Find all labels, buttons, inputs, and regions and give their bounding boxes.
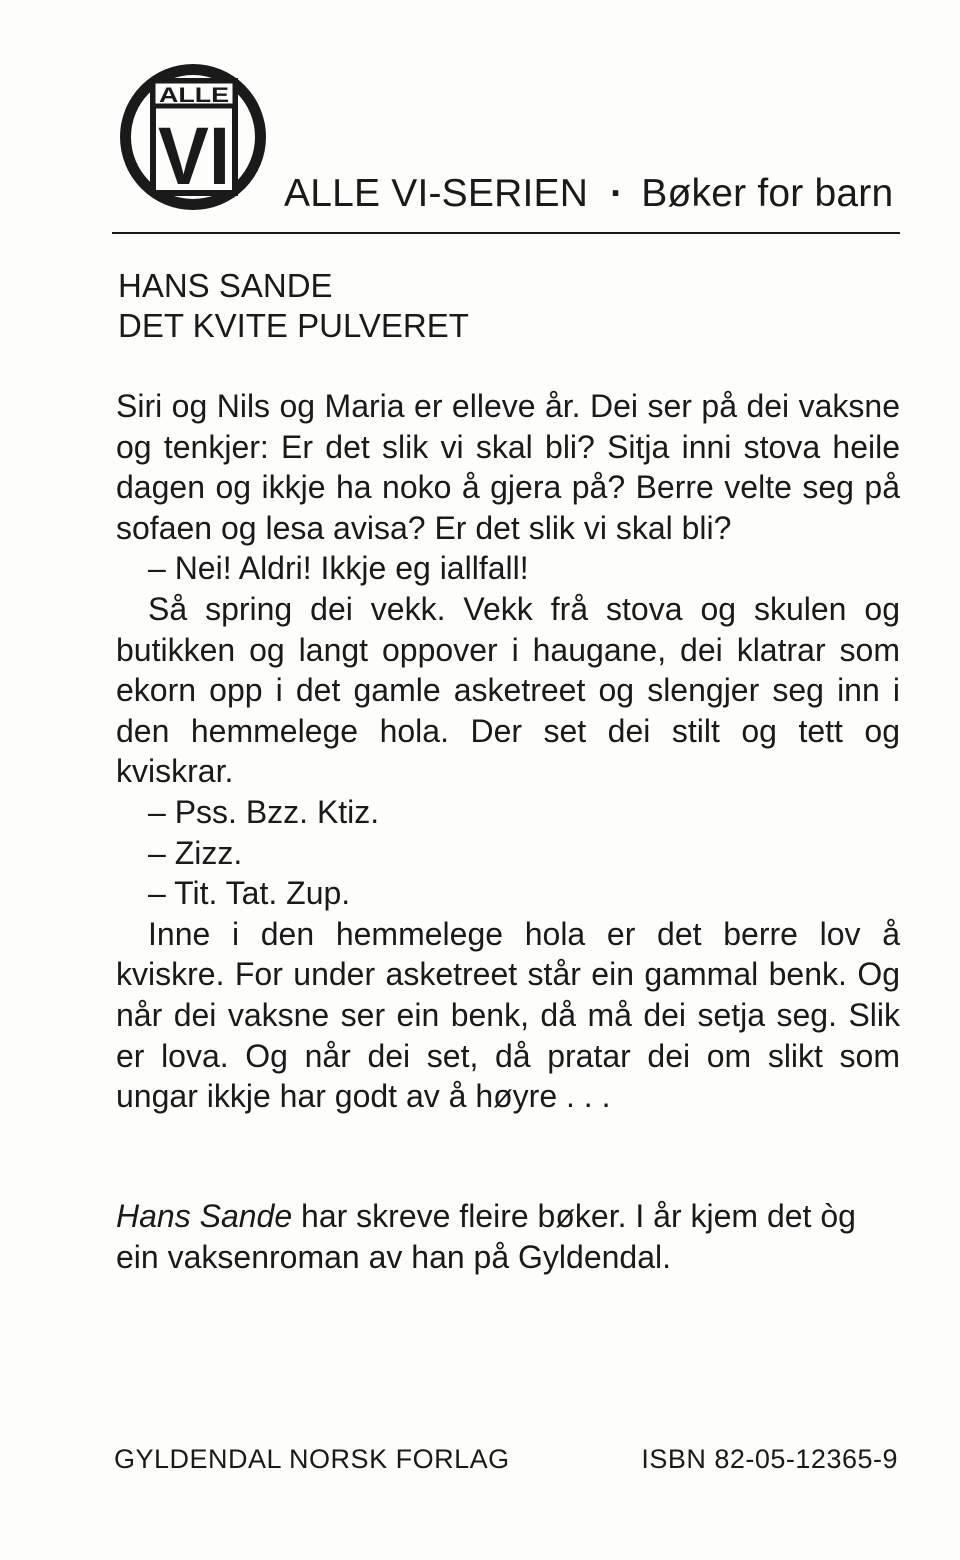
blurb-author-name: Hans Sande [116,1198,293,1234]
author-blurb [116,1196,900,1277]
series-subtitle: Bøker for barn [641,172,894,215]
blurb-text: har skreve fleire bøker. I år kjem det òg ein vaksenroman av han på Gyldendal. [116,1198,856,1275]
synopsis-paragraph: Siri og Nils og Maria er elleve år. Dei ser på dei vaksne og tenkjer: Er det slik vi skal bli? Sitja inni stova heile dagen og ikkje ha noko å gjera på? Berre velte seg på sofaen og lesa avisa? Er det slik vi skal bli? [116,388,900,546]
dialogue-line: – Zizz. [148,834,243,871]
author-name: HANS SANDE [118,267,333,304]
dialogue-line: – Tit. Tat. Zup. [148,875,351,912]
logo-top-text: ALLE [159,84,229,107]
synopsis-paragraph: Så spring dei vekk. Vekk frå stova og skulen og butikken og langt oppover i haugane, dei klatrar som ekorn opp i det gamle asketreet og slengjer seg inn i den hemmelege hola. Der set dei stilt og tett og kviskrar. [116,590,900,790]
dialogue-line: – Pss. Bzz. Ktiz. [148,793,380,830]
logo-bottom-text: VI [158,111,230,202]
series-name: ALLE VI-SERIEN [284,172,589,215]
synopsis-paragraph: Inne i den hemmelege hola er det berre lov å kviskre. For under asketreet står ein gammal benk. Og når dei vaksne ser ein benk, då må dei setja seg. Slik er lova. Og når dei set, då pratar dei om slikt som ungar ikkje har godt av å høyre . . . [116,915,900,1115]
alle-vi-logo [116,60,270,214]
book-info [118,266,469,346]
publisher-name: GYLDENDAL NORSK FORLAG [114,1444,510,1474]
header-rule [112,232,900,234]
series-heading [284,172,893,216]
book-title: DET KVITE PULVERET [118,307,469,344]
dialogue-line: – Nei! Aldri! Ikkje eg iallfall! [148,550,529,587]
synopsis [116,386,900,1117]
separator-dot: · [610,172,624,215]
isbn: ISBN 82-05-12365-9 [641,1444,898,1474]
